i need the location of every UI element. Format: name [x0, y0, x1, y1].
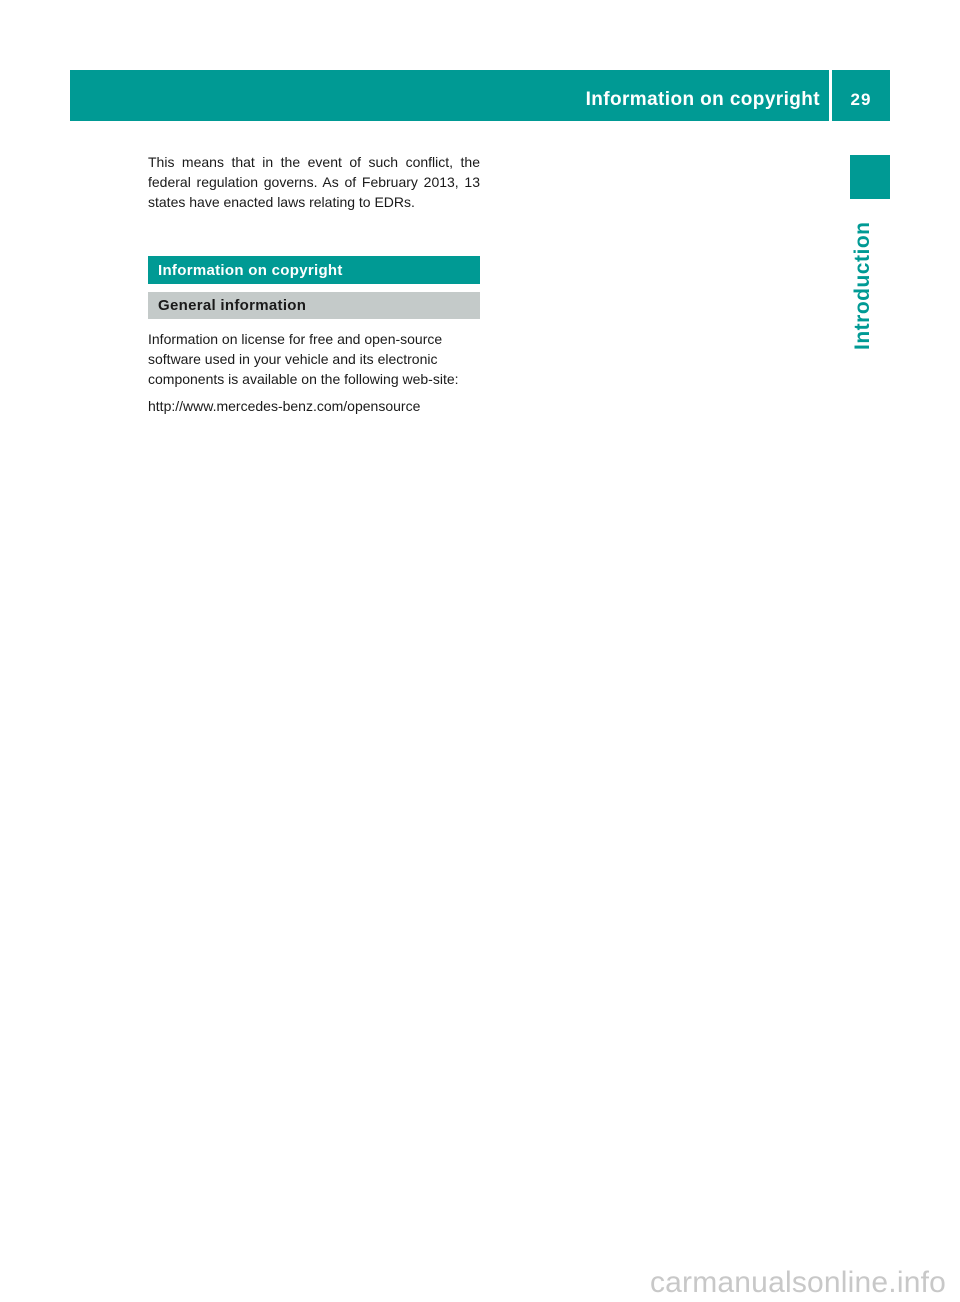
body-paragraph: Information on license for free and open-source software used in your vehicle and its electronic components is available on the following web-site:: [148, 331, 459, 387]
chapter-tab-marker: [850, 155, 890, 199]
page-header-bar: [70, 70, 890, 121]
page-number: 29: [850, 90, 872, 109]
intro-paragraph: This means that in the event of such conflict, the federal regulation governs. As of February 2013, 13 states have enacted laws relating to EDRs.: [148, 154, 480, 210]
chapter-tab-label: Introduction: [851, 221, 874, 350]
running-header-title: Information on copyright: [585, 89, 820, 110]
watermark-text: carmanualsonline.info: [649, 1266, 946, 1299]
main-content-column: [148, 152, 480, 416]
section-heading: Information on copyright: [148, 256, 480, 284]
sub-heading: General information: [148, 292, 480, 319]
opensource-url: http://www.mercedes-benz.com/opensource: [148, 398, 421, 414]
